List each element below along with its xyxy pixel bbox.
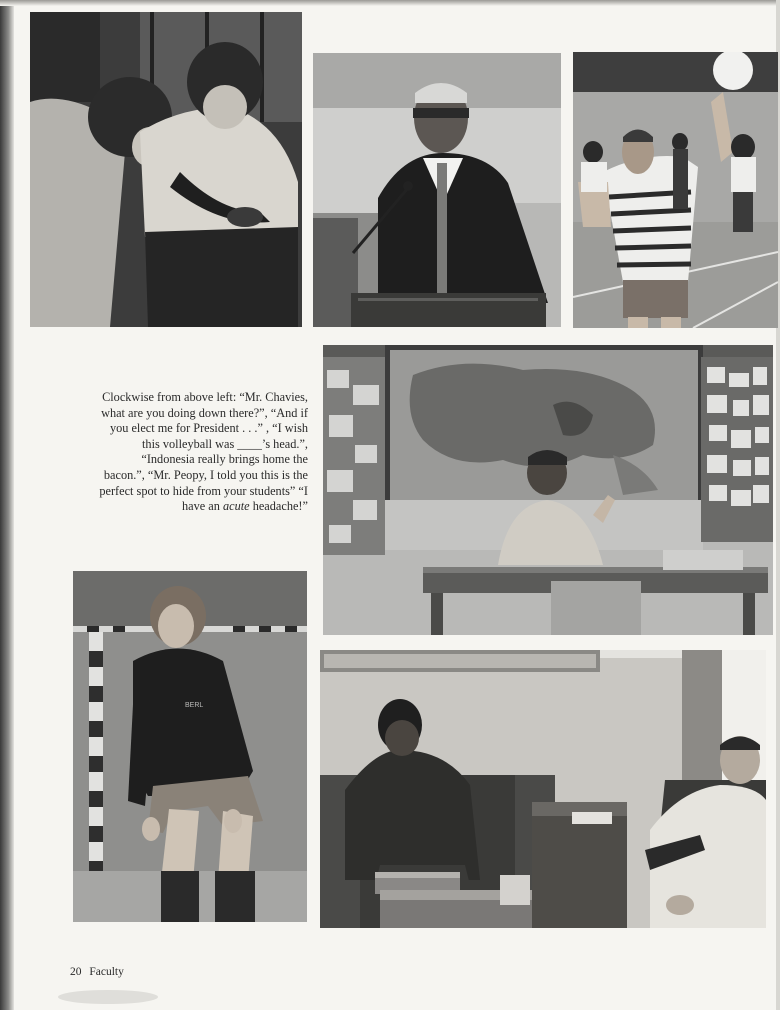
photo-man-with-map — [323, 345, 773, 635]
caption-line: “Indonesia really brings home the — [141, 452, 308, 467]
caption-last-prefix: have an — [182, 499, 223, 514]
page-top-edge — [0, 0, 780, 6]
caption-line: this volleyball was ____’s head.”, — [142, 436, 308, 451]
photo-caption — [70, 390, 308, 515]
page-footer — [70, 966, 124, 978]
page-smudge — [58, 990, 158, 1004]
photo-man-with-volleyball — [573, 52, 778, 328]
caption-last-suffix: headache!” — [249, 499, 308, 514]
photo-two-women — [30, 12, 302, 327]
caption-line: Clockwise from above left: “Mr. Chavies, — [102, 390, 308, 404]
caption-line: what are you doing down there?”, “And if — [101, 405, 308, 420]
caption-last-line — [70, 499, 308, 515]
caption-line: bacon.”, “Mr. Peopy, I told you this is the — [103, 467, 308, 482]
jersey-lettering: BERL — [185, 702, 204, 709]
page-binding-edge — [0, 0, 14, 1010]
caption-line: you elect me for President . . .” , “I wish — [109, 421, 308, 436]
photo-woman-volleyball-player — [73, 571, 307, 922]
caption-emphasis: acute — [222, 499, 250, 514]
section-name: Faculty — [89, 966, 124, 978]
photo-two-men-in-armchairs — [320, 650, 766, 928]
page-number: 20 — [70, 966, 82, 978]
caption-line: perfect spot to hide from your students” “I — [99, 483, 308, 498]
photo-man-at-podium — [313, 53, 561, 327]
